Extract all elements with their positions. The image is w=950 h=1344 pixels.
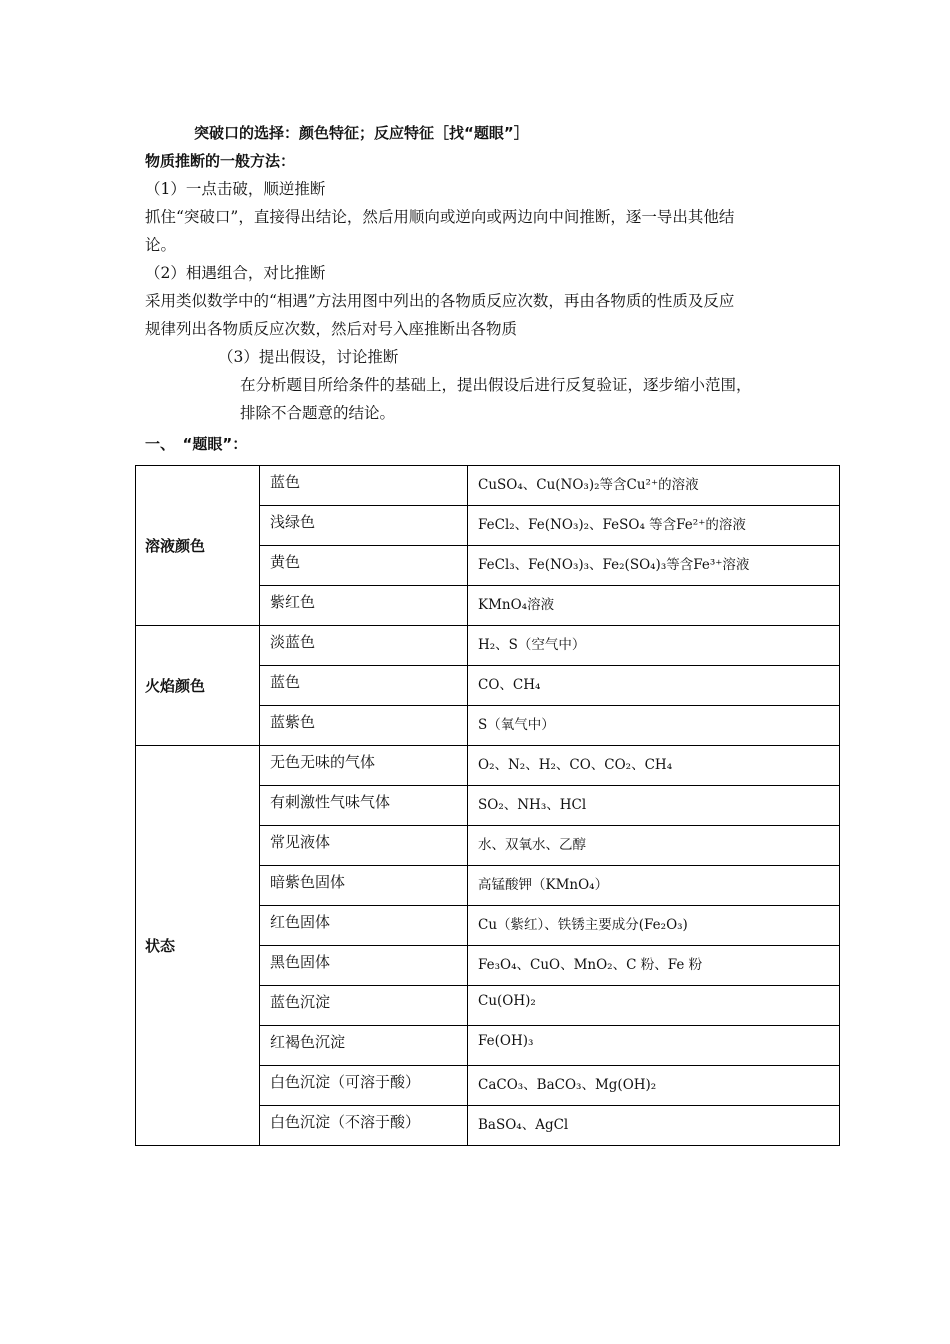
property-cell: 有刺激性气味气体: [260, 786, 468, 826]
tiyan-table: [135, 465, 840, 1146]
value-cell: 高锰酸钾（KMnO₄）: [468, 866, 840, 906]
value-cell: BaSO₄、AgCl: [468, 1106, 840, 1146]
value-cell: SO₂、NH₃、HCl: [468, 786, 840, 826]
property-cell: 蓝色沉淀: [260, 986, 468, 1026]
property-cell: 蓝色: [260, 466, 468, 506]
property-cell: 蓝紫色: [260, 706, 468, 746]
value-cell: FeCl₃、Fe(NO₃)₃、Fe₂(SO₄)₃等含Fe³⁺溶液: [468, 546, 840, 586]
value-cell: KMnO₄溶液: [468, 586, 840, 626]
method-3-text-cont: 排除不合题意的结论。: [240, 404, 396, 422]
table-row: [136, 466, 840, 506]
method-1-text: 抓住“突破口”，直接得出结论，然后用顺向或逆向或两边向中间推断，逐一导出其他结: [145, 208, 735, 226]
section-title: 一、 “题眼”：: [145, 435, 248, 453]
value-cell: O₂、N₂、H₂、CO、CO₂、CH₄: [468, 746, 840, 786]
category-solution-color: 溶液颜色: [136, 466, 260, 626]
table-row: [136, 746, 840, 786]
value-cell: Cu(OH)₂: [468, 986, 840, 1026]
property-cell: 暗紫色固体: [260, 866, 468, 906]
value-cell: Fe(OH)₃: [468, 1026, 840, 1066]
value-cell: H₂、S（空气中）: [468, 626, 840, 666]
property-cell: 蓝色: [260, 666, 468, 706]
value-cell: FeCl₂、Fe(NO₃)₂、FeSO₄ 等含Fe²⁺的溶液: [468, 506, 840, 546]
value-cell: CO、CH₄: [468, 666, 840, 706]
method-1-text-cont: 论。: [145, 236, 177, 254]
method-2-title: （2）相遇组合，对比推断: [145, 264, 326, 282]
value-cell: CuSO₄、Cu(NO₃)₂等含Cu²⁺的溶液: [468, 466, 840, 506]
table-row: [136, 626, 840, 666]
methods-title: 物质推断的一般方法：: [145, 152, 296, 170]
value-cell: Cu（紫红）、铁锈主要成分(Fe₂O₃): [468, 906, 840, 946]
property-cell: 浅绿色: [260, 506, 468, 546]
method-2-text: 采用类似数学中的“相遇”方法用图中列出的各物质反应次数，再由各物质的性质及反应: [145, 292, 735, 310]
page-heading: 突破口的选择：颜色特征；反应特征［找“题眼”］: [194, 124, 529, 142]
property-cell: 红色固体: [260, 906, 468, 946]
value-cell: CaCO₃、BaCO₃、Mg(OH)₂: [468, 1066, 840, 1106]
property-cell: 淡蓝色: [260, 626, 468, 666]
value-cell: S（氧气中）: [468, 706, 840, 746]
property-cell: 黄色: [260, 546, 468, 586]
property-cell: 白色沉淀（可溶于酸）: [260, 1066, 468, 1106]
property-cell: 紫红色: [260, 586, 468, 626]
category-state: 状态: [136, 746, 260, 1146]
category-flame-color: 火焰颜色: [136, 626, 260, 746]
property-cell: 常见液体: [260, 826, 468, 866]
method-3-title: （3）提出假设，讨论推断: [218, 348, 399, 366]
property-cell: 黑色固体: [260, 946, 468, 986]
property-cell: 无色无味的气体: [260, 746, 468, 786]
property-cell: 白色沉淀（不溶于酸）: [260, 1106, 468, 1146]
value-cell: 水、双氧水、乙醇: [468, 826, 840, 866]
method-1-title: （1）一点击破，顺逆推断: [145, 180, 326, 198]
property-cell: 红褐色沉淀: [260, 1026, 468, 1066]
value-cell: Fe₃O₄、CuO、MnO₂、C 粉、Fe 粉: [468, 946, 840, 986]
method-3-text: 在分析题目所给条件的基础上，提出假设后进行反复验证，逐步缩小范围，: [240, 376, 752, 394]
method-2-text-cont: 规律列出各物质反应次数，然后对号入座推断出各物质: [145, 320, 518, 338]
